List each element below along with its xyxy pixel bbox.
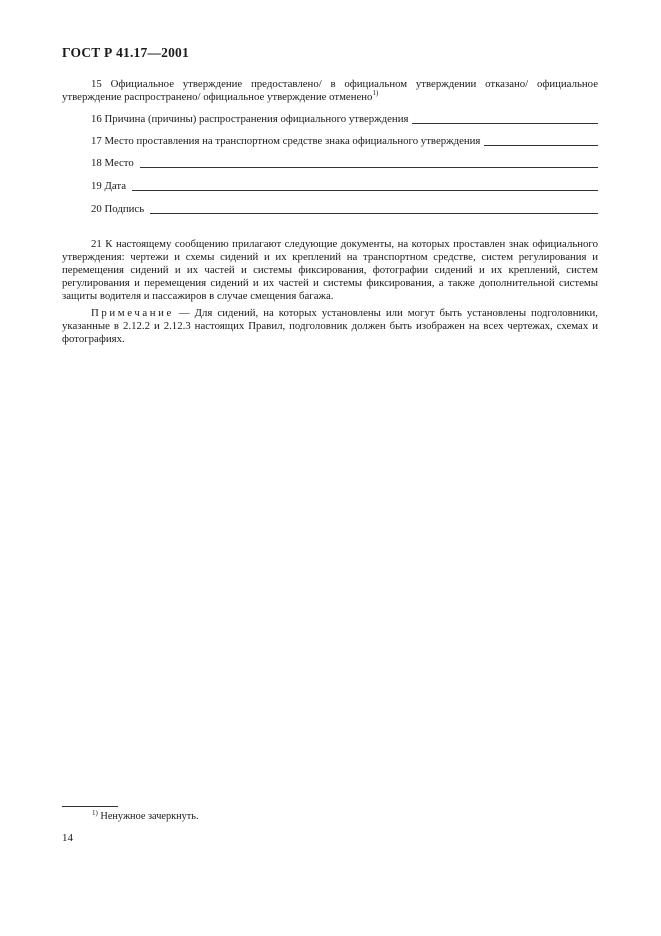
item-15-text: 15 Официальное утверждение предоставлено/ в официальном утверждении отказано/ официальное утверждение распространено/ официальное утверждение отменено (62, 78, 598, 103)
item-20-fill-line (150, 212, 598, 214)
item-17-fill-line (484, 144, 598, 146)
item-21-paragraph: 21 К настоящему сообщению прилагают следующие документы, на которых проставлен знак официального утверждения: чертежи и схемы сидений и их креплений на транспортном средстве, систем регулирования и перемещения сидений и их частей и системы фиксирования, фотографии сидений и их креплений, систем регулирования и перемещения сидений и их частей и системы фиксирования, а также дополнительной системы защиты водителя и пассажиров в случае смещения багажа. (62, 238, 598, 302)
item-16-fill-line (412, 122, 598, 124)
item-19-row (62, 180, 598, 193)
item-15-paragraph (62, 78, 598, 104)
item-17-row (62, 135, 598, 148)
item-16-label: 16 Причина (причины) распространения официального утверждения (91, 113, 409, 125)
item-18-row (62, 157, 598, 170)
item-18-fill-line (140, 166, 598, 168)
note-text: — Для сидений, на которых установлены или могут быть установлены подголовники, указанные в 2.12.2 и 2.12.3 настоящих Правил, подголовник должен быть изображен на всех чертежах, схемах и фотографиях. (62, 307, 598, 345)
note-label: Примечание (91, 307, 174, 319)
footnote-marker: 1) (92, 809, 98, 817)
item-20-row (62, 203, 598, 216)
page-number: 14 (62, 832, 73, 844)
item-18-label: 18 Место (91, 157, 134, 169)
footnote-divider (62, 806, 118, 807)
item-19-label: 19 Дата (91, 180, 127, 192)
page-header: ГОСТ Р 41.17—2001 (62, 45, 189, 60)
item-20-label: 20 Подпись (91, 203, 145, 215)
footnote (92, 811, 199, 822)
item-19-fill-line (132, 189, 598, 191)
item-17-label: 17 Место проставления на транспортном средстве знака официального утверждения (91, 135, 481, 147)
footnote-reference: 1) (372, 89, 379, 97)
item-16-row (62, 113, 598, 126)
note-paragraph (62, 307, 598, 346)
footnote-text: Ненужное зачеркнуть. (97, 811, 199, 822)
